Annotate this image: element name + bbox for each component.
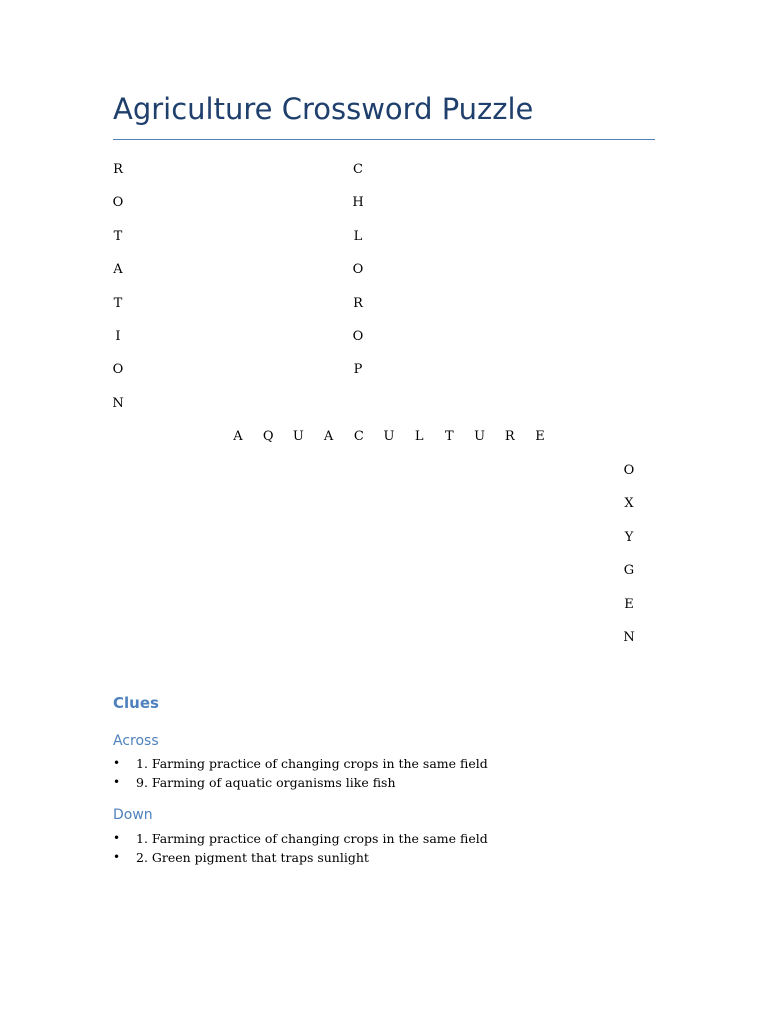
crossword-letter-aquaculture-7: L bbox=[414, 429, 424, 444]
crossword-letter-chlorop-7: P bbox=[353, 362, 363, 378]
across-heading: Across bbox=[113, 733, 159, 749]
down-clue-text: 2. Green pigment that traps sunlight bbox=[136, 850, 369, 865]
crossword-letter-aquaculture-9: U bbox=[474, 429, 486, 444]
crossword-letter-aquaculture-3: U bbox=[292, 429, 304, 444]
down-clue-list bbox=[113, 829, 488, 867]
crossword-letter-oxygen-5: E bbox=[624, 596, 634, 612]
crossword-letter-aquaculture-4: A bbox=[323, 429, 334, 444]
crossword-letter-aquaculture-1: A bbox=[233, 429, 243, 444]
bullet-icon: • bbox=[113, 756, 121, 770]
crossword-letter-oxygen-2: X bbox=[624, 496, 634, 512]
across-clue-item bbox=[113, 773, 488, 792]
crossword-letter-rotation-5: T bbox=[113, 295, 123, 311]
down-heading: Down bbox=[113, 807, 153, 823]
crossword-letter-aquaculture-11: E bbox=[535, 429, 545, 444]
crossword-letter-oxygen-1: O bbox=[623, 463, 635, 478]
crossword-letter-chlorop-1: C bbox=[353, 162, 363, 177]
clues-heading: Clues bbox=[113, 694, 159, 712]
crossword-letter-rotation-7: O bbox=[112, 362, 124, 378]
down-clue-item bbox=[113, 829, 488, 848]
page-title: Agriculture Crossword Puzzle bbox=[113, 92, 534, 126]
crossword-letter-aquaculture-2: Q bbox=[262, 429, 274, 444]
bullet-icon: • bbox=[113, 775, 121, 789]
crossword-letter-rotation-3: T bbox=[113, 228, 123, 244]
bullet-icon: • bbox=[113, 850, 121, 864]
crossword-letter-rotation-2: O bbox=[112, 195, 124, 211]
crossword-letter-chlorop-3: L bbox=[353, 228, 363, 244]
crossword-letter-oxygen-6: N bbox=[623, 630, 635, 645]
crossword-letter-aquaculture-10: R bbox=[504, 429, 515, 444]
crossword-letter-rotation-6: I bbox=[115, 329, 121, 344]
down-clue-item bbox=[113, 848, 488, 867]
crossword-letter-aquaculture-6: U bbox=[383, 429, 395, 444]
across-clue-text: 1. Farming practice of changing crops in the same field bbox=[136, 756, 488, 771]
crossword-letter-oxygen-4: G bbox=[623, 563, 635, 579]
crossword-letter-rotation-8: N bbox=[112, 395, 124, 411]
across-clue-text: 9. Farming of aquatic organisms like fish bbox=[136, 775, 396, 790]
crossword-letter-aquaculture-8: T bbox=[445, 429, 454, 444]
down-clue-text: 1. Farming practice of changing crops in the same field bbox=[136, 831, 488, 846]
crossword-letter-chlorop-4: O bbox=[352, 262, 364, 278]
crossword-letter-chlorop-2: H bbox=[352, 195, 364, 211]
crossword-letter-aquaculture-5: C bbox=[353, 429, 364, 444]
across-clue-item bbox=[113, 754, 488, 773]
crossword-letter-rotation-1: R bbox=[113, 162, 123, 177]
crossword-letter-chlorop-6: O bbox=[352, 329, 364, 344]
crossword-letter-rotation-4: A bbox=[113, 262, 123, 278]
across-clue-list bbox=[113, 754, 488, 792]
crossword-letter-oxygen-3: Y bbox=[624, 529, 634, 545]
bullet-icon: • bbox=[113, 831, 121, 845]
crossword-letter-chlorop-5: R bbox=[353, 295, 363, 311]
